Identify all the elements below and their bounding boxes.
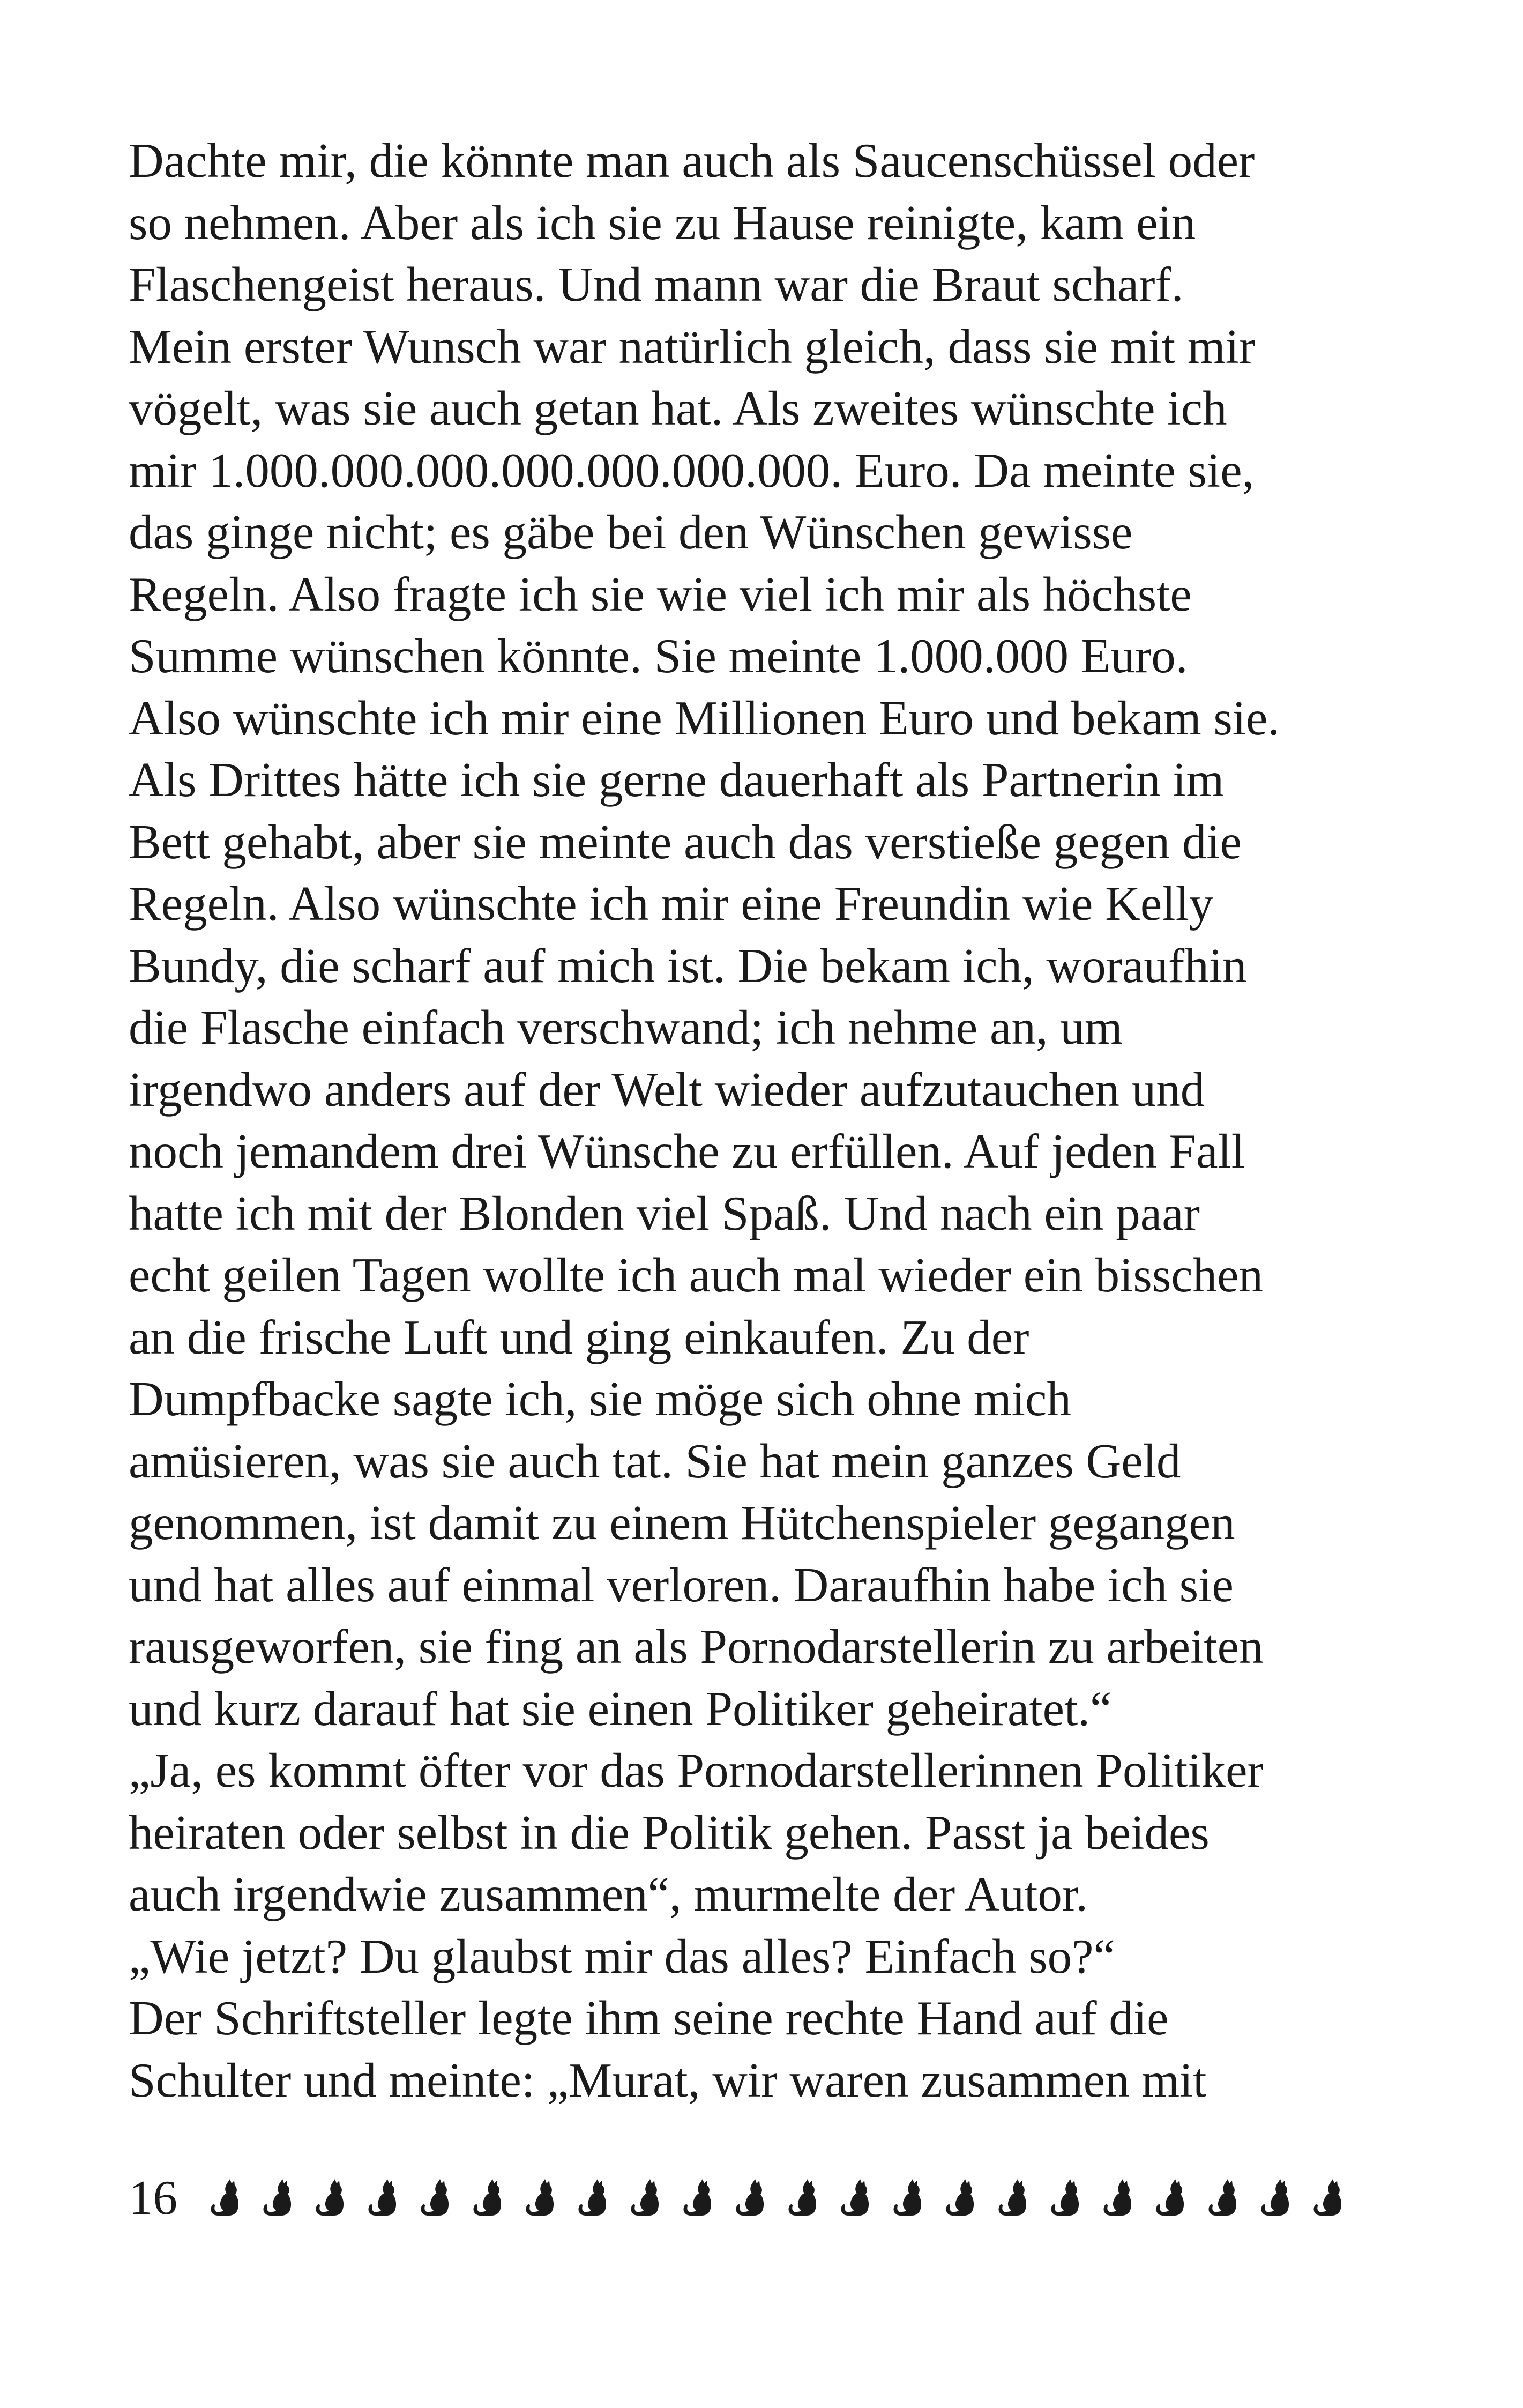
text-line: Dachte mir, die könnte man auch als Saucenschüssel oder [129, 133, 1255, 188]
cat-silhouette-icon [786, 2179, 820, 2217]
text-line: auch irgendwie zusammen“, murmelte der Autor. [129, 1867, 1088, 1921]
text-line: Flaschengeist heraus. Und mann war die Braut scharf. [129, 257, 1184, 311]
cat-silhouette-icon [734, 2179, 768, 2217]
text-line: genommen, ist damit zu einem Hütchenspieler gegangen [129, 1496, 1235, 1550]
cat-silhouette-icon [366, 2179, 400, 2217]
text-line: Bett gehabt, aber sie meinte auch das verstieße gegen die [129, 814, 1242, 869]
text-line: Regeln. Also wünschte ich mir eine Freundin wie Kelly [129, 876, 1214, 931]
cat-silhouette-icon [944, 2179, 978, 2217]
text-line: und kurz darauf hat sie einen Politiker geheiratet.“ [129, 1681, 1112, 1736]
cat-ornament-row [208, 2179, 1346, 2217]
text-line: an die frische Luft und ging einkaufen. Zu der [129, 1310, 1029, 1364]
text-line: rausgeworfen, sie fing an als Pornodarstellerin zu arbeiten [129, 1619, 1264, 1674]
text-line: so nehmen. Aber als ich sie zu Hause reinigte, kam ein [129, 195, 1196, 250]
text-line: Also wünschte ich mir eine Millionen Euro und bekam sie. [129, 690, 1280, 745]
text-line: irgendwo anders auf der Welt wieder aufzutauchen und [129, 1062, 1205, 1117]
text-line: und hat alles auf einmal verloren. Daraufhin habe ich sie [129, 1557, 1234, 1612]
body-text [129, 130, 1404, 2111]
text-line: Bundy, die scharf auf mich ist. Die bekam ich, woraufhin [129, 938, 1247, 993]
text-line: echt geilen Tagen wollte ich auch mal wieder ein bisschen [129, 1248, 1264, 1302]
cat-silhouette-icon [891, 2179, 925, 2217]
text-line: „Ja, es kommt öfter vor das Pornodarstellerinnen Politiker [129, 1743, 1264, 1797]
cat-silhouette-icon [1101, 2179, 1136, 2217]
text-line: „Wie jetzt? Du glaubst mir das alles? Einfach so?“ [129, 1929, 1115, 1983]
text-line: Mein erster Wunsch war natürlich gleich, dass sie mit mir [129, 319, 1256, 374]
text-line: Der Schriftsteller legte ihm seine rechte Hand auf die [129, 1991, 1169, 2045]
cat-silhouette-icon [996, 2179, 1031, 2217]
page-footer [129, 2166, 1346, 2230]
cat-silhouette-icon [576, 2179, 610, 2217]
cat-silhouette-icon [1259, 2179, 1293, 2217]
cat-silhouette-icon [839, 2179, 873, 2217]
text-line: vögelt, was sie auch getan hat. Als zweites wünschte ich [129, 381, 1227, 435]
cat-silhouette-icon [1206, 2179, 1241, 2217]
text-line: das ginge nicht; es gäbe bei den Wünschen gewisse [129, 505, 1133, 559]
cat-silhouette-icon [313, 2179, 348, 2217]
cat-silhouette-icon [261, 2179, 295, 2217]
text-line: Schulter und meinte: „Murat, wir waren zusammen mit [129, 2053, 1207, 2107]
cat-silhouette-icon [471, 2179, 505, 2217]
text-line: Als Drittes hätte ich sie gerne dauerhaft als Partnerin im [129, 753, 1225, 807]
text-line: Summe wünschen könnte. Sie meinte 1.000.000 Euro. [129, 629, 1188, 683]
text-line: Regeln. Also fragte ich sie wie viel ich mir als höchste [129, 567, 1192, 621]
cat-silhouette-icon [629, 2179, 663, 2217]
cat-silhouette-icon [524, 2179, 558, 2217]
text-line: heiraten oder selbst in die Politik gehen. Passt ja beides [129, 1805, 1210, 1860]
text-line: mir 1.000.000.000.000.000.000.000. Euro. Da meinte sie, [129, 443, 1255, 497]
cat-silhouette-icon [1154, 2179, 1188, 2217]
cat-silhouette-icon [681, 2179, 715, 2217]
text-line: noch jemandem drei Wünsche zu erfüllen. Auf jeden Fall [129, 1124, 1245, 1178]
text-line: amüsieren, was sie auch tat. Sie hat mein ganzes Geld [129, 1433, 1181, 1488]
cat-silhouette-icon [419, 2179, 453, 2217]
page-number: 16 [129, 2171, 177, 2225]
text-line: hatte ich mit der Blonden viel Spaß. Und nach ein paar [129, 1186, 1200, 1240]
cat-silhouette-icon [1049, 2179, 1083, 2217]
text-line: die Flasche einfach verschwand; ich nehme an, um [129, 1000, 1123, 1054]
text-line: Dumpfbacke sagte ich, sie möge sich ohne mich [129, 1372, 1071, 1426]
cat-silhouette-icon [208, 2179, 243, 2217]
cat-silhouette-icon [1311, 2179, 1346, 2217]
